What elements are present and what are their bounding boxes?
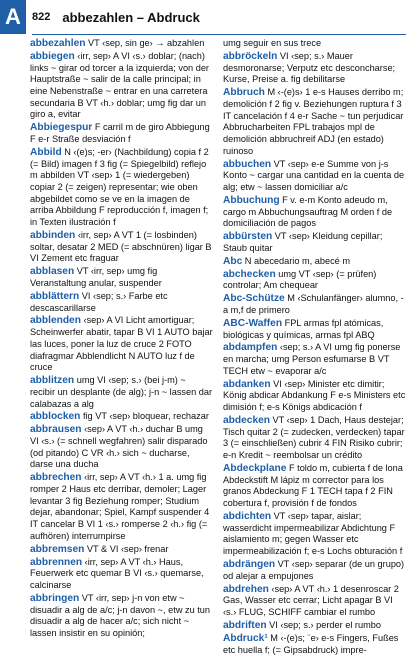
dictionary-entry <box>223 195 406 230</box>
dictionary-entry <box>223 342 406 377</box>
entry-text: FPL armas fpl atómicas, biológicas y químicas, armas fpl ABQ <box>223 317 384 340</box>
dictionary-entry <box>223 159 406 194</box>
dictionary-entry <box>223 511 406 558</box>
headword: abbröckeln <box>223 50 278 62</box>
dictionary-entry <box>30 424 213 471</box>
entry-text: ‹irr, sep› A VT ‹h.› 1 a. umg fig romper 2 Haus etc derribar, demoler; Lager levantar 3 fig Beziehung romper; Studium dejar, abandonar; Spiel, Kampf suspender 4 IT cancelar B VI 1 ‹s.› romperse 2 ‹h.› fig (= aufhören) interrumpirse <box>30 472 210 541</box>
page-number: 822 <box>32 11 51 23</box>
entry-text: N ‹(e)s; -er› (Nachbildung) copia f 2 (= Bild) imagen f 3 fig (= Spiegelbild) reflejo m abbilden VT ‹sep› 1 (= wiedergeben) copiar 2 (= zeigen) representar; wie oben abgebildet como se ve en la imagen de arriba Abbildung F reproducción f, imagen f; in Texten ilustración f <box>30 146 209 228</box>
dictionary-entry <box>223 633 406 656</box>
entry-text: F carril m de giro Abbiegung F e-r Straße desviación f <box>30 122 210 144</box>
headword: abbrausen <box>30 424 82 436</box>
headword: abblitzen <box>30 375 75 387</box>
headword: abblasen <box>30 266 75 278</box>
left-column <box>30 38 213 646</box>
dictionary-entry <box>223 318 406 341</box>
headword: abblenden <box>30 315 81 327</box>
headword: abbezahlen <box>30 38 86 49</box>
headword: abbrennen <box>30 556 83 568</box>
entry-text: ‹irr, sep› A VT 1 (= losbinden) soltar, desatar 2 MED (= abschnüren) ligar B VI Zement etc fraguar <box>30 230 212 264</box>
entry-text: ‹sep› A VT ‹h.› 1 desenroscar 2 Gas, Wasser etc cerrar; Licht apagar B VI ‹s.› FLUG, SCHIFF cambiar el rumbo <box>223 583 399 618</box>
headword: Abdeckplane <box>223 463 287 475</box>
dictionary-entry <box>223 463 406 510</box>
entry-text: ‹sep› A VI Licht amortiguar; Scheinwerfer abatir, tapar B VI 1 AUTO bajar las luces, poner la luz de cruce 2 FOTO diafragmar Abblendlicht N AUTO luz f de cruce <box>30 315 213 373</box>
entry-text: M ‹-(e)s; ¨e› e-s Fingers, Fußes etc huella f; (= Gipsabdruck) impre- <box>223 632 399 655</box>
headword: abdrehen <box>223 583 269 595</box>
dictionary-entry <box>30 557 213 592</box>
headword: abdecken <box>223 415 270 427</box>
headword: Abc <box>223 255 243 267</box>
headword: Abc-Schütze <box>223 293 285 305</box>
headword: Abbild <box>30 146 62 158</box>
dictionary-entry <box>30 266 213 289</box>
headword: Abbuchung <box>223 194 280 206</box>
entry-text: VI ‹sep› Minister etc dimitir; König abdicar Abdankung F e-s Ministers etc dimisión f; e-s Königs abdicación f <box>223 378 406 413</box>
entry-text: VT ‹sep, sin ge› → abzahlen <box>85 38 205 48</box>
dictionary-entry <box>223 415 406 462</box>
entry-text: N abecedario m, abecé m <box>242 255 351 266</box>
headword: abblättern <box>30 290 80 302</box>
entry-text: VT ‹sep› separar (de un grupo) od alejar a empujones <box>223 559 405 581</box>
letter-tab: A <box>0 0 26 34</box>
entry-text: ‹sep› A VT ‹h.› duchar B umg VI ‹s.› (= schnell wegfahren) salir disparado (od pitando) C VR ‹h.› sich ~ ducharse, darse una ducha <box>30 424 208 470</box>
entry-text: VT ‹sep› 1 Dach, Haus destejar; Tisch quitar 2 (= zudecken, verdecken) tapar 3 (= einschließen) cubrir 4 FIN Risiko cubrir; e-n Kredit ~ reembolsar un crédito <box>223 415 405 461</box>
dictionary-columns <box>30 38 406 655</box>
dictionary-entry <box>30 122 213 145</box>
headword: Abdruck¹ <box>223 632 268 644</box>
entry-text: umg VI ‹sep; s.› (bei j-m) ~ recibir un desplante (de alg); j-n ~ lassen dar calabazas a alg <box>30 375 213 409</box>
dictionary-entry <box>223 584 406 619</box>
dictionary-entry <box>223 231 406 254</box>
dictionary-entry <box>30 411 213 423</box>
header-rule <box>32 34 406 35</box>
dictionary-entry <box>223 379 406 414</box>
entry-text: umg VT ‹sep› (= prüfen) controlar; Am chequear <box>223 268 377 291</box>
entry-text: VT ‹sep› Kleidung cepillar; Staub quitar <box>223 231 383 253</box>
dictionary-entry <box>223 256 406 268</box>
dictionary-entry <box>30 147 213 229</box>
dictionary-entry <box>30 315 213 374</box>
entry-text: VI ‹sep; s.› perder el rumbo <box>266 619 381 630</box>
dictionary-entry <box>223 87 406 157</box>
headword: Abbiegespur <box>30 122 93 134</box>
headword: abdampfen <box>223 342 278 354</box>
guide-words: abbezahlen – Abdruck <box>62 9 200 25</box>
headword: ABC-Waffen <box>223 317 283 329</box>
dictionary-entry <box>30 544 213 556</box>
headword: abbrechen <box>30 472 82 484</box>
headword: abbuchen <box>223 158 272 170</box>
dictionary-entry <box>30 291 213 314</box>
entry-text: VT ‹irr, sep› j-n von etw ~ disuadir a alg de a/c; j-n davon ~, etw zu tun disuadir a alg de hacer a/c; sich nicht ~ lassen insistir en su opinión; <box>30 592 211 639</box>
dictionary-entry <box>30 38 213 50</box>
headword: abblocken <box>30 411 81 423</box>
entry-text: F toldo m, cubierta f de lona Abdeckstift M lápiz m corrector para los granos Abdeckung F 1 TECH tapa f 2 FIN cobertura f, provisión f de fondos <box>223 463 403 509</box>
dictionary-entry <box>223 269 406 292</box>
entry-text: ‹irr, sep› A VT ‹h.› Haus, Feuerwerk etc quemar B VI ‹s.› quemarse, calcinarse <box>30 556 204 591</box>
dictionary-entry <box>30 472 213 542</box>
dictionary-entry <box>223 38 406 50</box>
entry-text: VT ‹sep› tapar, aislar; wasserdicht impermeabilizar Abdichtung F aislamiento m; gegen Wasser etc impermeabilización f; e-s Lochs obturación f <box>223 511 403 557</box>
dictionary-entry <box>223 51 406 86</box>
headword: Abbruch <box>223 87 265 99</box>
dictionary-entry <box>223 620 406 632</box>
entry-text: M ‹-(e)s› 1 e-s Hauses derribo m; demolición f 2 fig v. Beziehungen ruptura f 3 IT cancelación f 4 e-r Sache ~ tun perjudicar Abbrucharbeiten FPL trabajos mpl de demolición abbruchreif ADJ (en estado) ruinoso <box>223 87 404 156</box>
entry-text: fig VT ‹sep› bloquear, rechazar <box>80 411 209 422</box>
right-column <box>223 38 406 655</box>
entry-text: VI ‹sep; s.› Mauer desmoronarse; Verputz etc desconcharse; Kurse, Preise a. fig debilitarse <box>223 50 396 85</box>
dictionary-entry <box>30 593 213 640</box>
dictionary-entry <box>30 230 213 265</box>
headword: abbremsen <box>30 543 85 555</box>
entry-text: M ‹Schulanfänger› alumno, -a m,f de primero <box>223 293 404 315</box>
entry-text: VT & VI ‹sep› frenar <box>84 543 169 554</box>
headword: abbiegen <box>30 50 75 62</box>
entry-text: ‹sep; s.› A VI umg fig ponerse en marcha; umg Person esfumarse B VT TECH etw ~ evaporar a/c <box>223 342 401 376</box>
entry-text: VT ‹irr, sep› umg fig Veranstaltung anular, suspender <box>30 266 162 288</box>
dictionary-entry <box>223 293 406 316</box>
entry-text: umg seguir en sus trece <box>223 38 322 48</box>
entry-text: VT ‹sep› e-e Summe von j-s Konto ~ cargar una cantidad en la cuenta de alg; etw ~ lassen domiciliar a/c <box>223 158 405 192</box>
headword: abbringen <box>30 592 80 604</box>
headword: abbürsten <box>223 231 273 243</box>
entry-text: F v. e-m Konto adeudo m, cargo m Abbuchungsauftrag M orden f de domiciliación de pagos <box>223 194 393 229</box>
headword: abdriften <box>223 619 267 631</box>
dictionary-entry <box>30 51 213 121</box>
headword: abbinden <box>30 230 76 241</box>
headword: abdrängen <box>223 559 276 571</box>
entry-text: ‹irr, sep› A VI ‹s.› doblar; (nach) links ~ girar od torcer a la izquierda; von der Hauptstraße ~ salir de la calle principal; in eine Nebenstraße ~ entrar en una carretera secundaria B VT ‹h.› doblar; umg fig dar un giro a, evitar <box>30 50 209 120</box>
dictionary-entry <box>223 559 406 582</box>
headword: abchecken <box>223 268 276 280</box>
headword: abdanken <box>223 378 271 390</box>
entry-text: VI ‹sep; s.› Farbe etc descascarillarse <box>30 290 168 313</box>
page-header <box>32 0 406 34</box>
headword: abdichten <box>223 511 272 523</box>
dictionary-entry <box>30 375 213 410</box>
